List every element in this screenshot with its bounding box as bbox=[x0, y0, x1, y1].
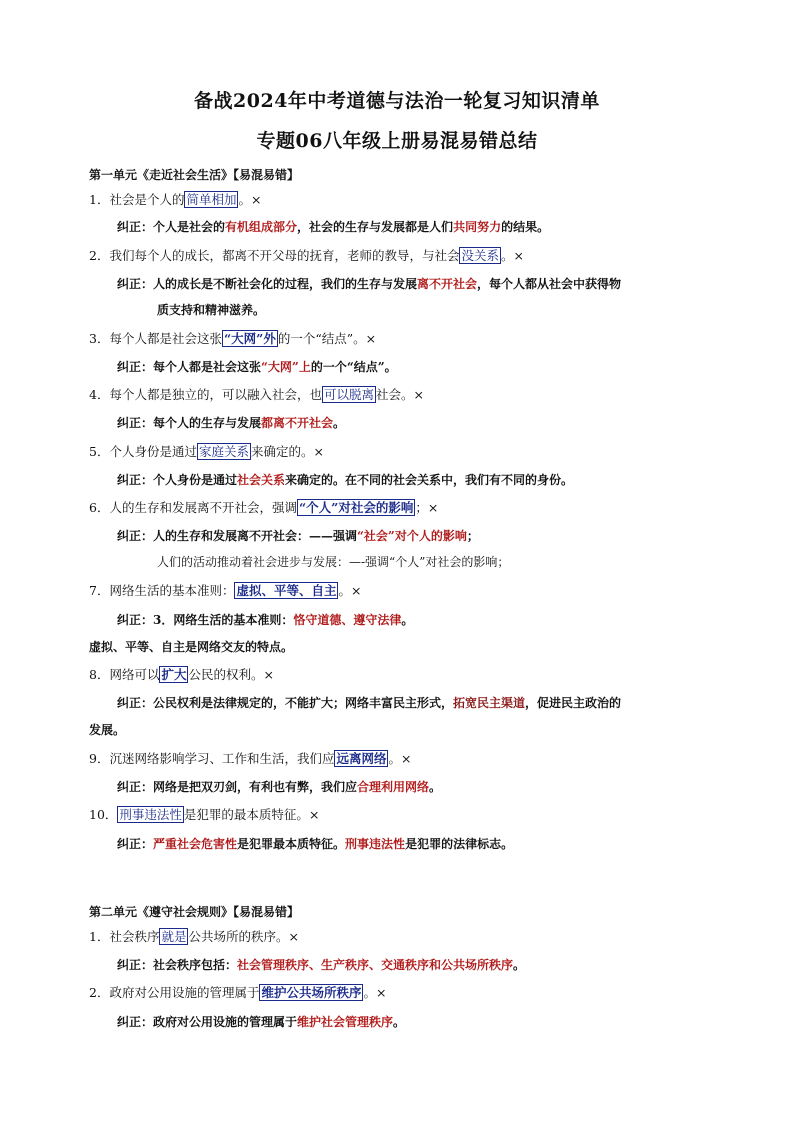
error-highlight: 就是 bbox=[161, 929, 187, 944]
error-highlight: 可以脱离 bbox=[323, 387, 374, 402]
document-title: 备战2024年中考道德与法治一轮复习知识清单 bbox=[194, 90, 600, 112]
error-highlight: 虚拟、平等、自主 bbox=[236, 583, 337, 598]
wrong-mark: × bbox=[513, 248, 524, 263]
error-item-u2-1: 1．社会秩序 就是 公共场所的秩序。× bbox=[89, 929, 299, 944]
wrong-mark: × bbox=[263, 667, 274, 682]
correction-8: 纠正：公民权利是法律规定的，不能扩大；网络丰富民主形式，拓宽民主渠道，促进民主政治的 bbox=[117, 696, 622, 710]
correction-u2-1: 纠正：社会秩序包括：社会管理秩序、生产秩序、交通秩序和公共场所秩序。 bbox=[117, 958, 526, 972]
wrong-mark: × bbox=[365, 331, 377, 346]
error-item-10: 10． 刑事违法性 是犯罪的最本质特征。× bbox=[89, 807, 320, 822]
error-item-7: 7．网络生活的基本准则： 虚拟、平等、自主 。× bbox=[89, 583, 362, 598]
wrong-mark: × bbox=[313, 444, 324, 459]
error-highlight: “大网”外 bbox=[223, 331, 276, 346]
wrong-mark: × bbox=[401, 751, 412, 766]
correction-6: 纠正：人的生存和发展离不开社会：——强调“社会”对个人的影响； bbox=[117, 529, 479, 543]
error-item-1: 1．社会是个人的 简单相加 。× bbox=[89, 192, 262, 207]
correction-2: 纠正：人的成长是不断社会化的过程，我们的生存与发展离不开社会，每个人都从社会中获得物 bbox=[117, 277, 622, 291]
correction-6-cont: 人们的活动推动着社会进步与发展：—-强调“个人”对社会的影响； bbox=[157, 555, 510, 569]
correction-u2-2: 纠正：政府对公用设施的管理属于维护社会管理秩序。 bbox=[117, 1015, 406, 1029]
error-item-6: 6．人的生存和发展离不开社会，强调 “个人”对社会的影响 ；× bbox=[89, 500, 439, 515]
wrong-mark: × bbox=[288, 929, 299, 944]
correction-1: 纠正：个人是社会的有机组成部分，社会的生存与发展都是人们共同努力的结果。 bbox=[117, 220, 550, 234]
correction-4: 纠正：每个人的生存与发展都离不开社会。 bbox=[117, 416, 346, 430]
error-item-5: 5．个人身份是通过 家庭关系 来确定的。× bbox=[89, 444, 324, 459]
error-highlight: 扩大 bbox=[161, 667, 187, 682]
error-item-8: 8．网络可以 扩大 公民的权利。× bbox=[89, 667, 274, 682]
correction-3: 纠正：每个人都是社会这张“大网”上的一个“结点”。 bbox=[117, 360, 397, 374]
error-item-u2-2: 2．政府对公用设施的管理属于 维护公共场所秩序 。× bbox=[89, 985, 387, 1000]
error-highlight: 家庭关系 bbox=[198, 444, 249, 459]
correction-5: 纠正：个人身份是通过社会关系来确定的。在不同的社会关系中，我们有不同的身份。 bbox=[117, 473, 574, 487]
correction-7-cont: 虚拟、平等、自主是网络交友的特点。 bbox=[89, 640, 294, 654]
wrong-mark: × bbox=[251, 192, 262, 207]
unit2-heading: 第二单元《遵守社会规则》【易混易错】 bbox=[89, 905, 300, 919]
wrong-mark: × bbox=[376, 985, 387, 1000]
wrong-mark: × bbox=[427, 500, 439, 515]
document-subtitle: 专题06八年级上册易混易错总结 bbox=[256, 130, 538, 152]
error-item-2: 2．我们每个人的成长，都离不开父母的抚育，老师的教导，与社会 没关系 。× bbox=[89, 248, 524, 263]
wrong-mark: × bbox=[308, 807, 320, 822]
error-highlight: 刑事违法性 bbox=[119, 807, 182, 822]
error-item-4: 4．每个人都是独立的，可以融入社会，也 可以脱离 社会。× bbox=[89, 387, 424, 402]
error-highlight: “个人”对社会的影响 bbox=[298, 500, 414, 515]
error-highlight: 远离网络 bbox=[336, 751, 387, 766]
wrong-mark: × bbox=[351, 583, 362, 598]
correction-10: 纠正：严重社会危害性是犯罪最本质特征。刑事违法性是犯罪的法律标志。 bbox=[117, 837, 514, 851]
error-item-3: 3．每个人都是社会这张 “大网”外 的一个“结点”。× bbox=[89, 331, 377, 346]
correction-7: 纠正：3．网络生活的基本准则：恪守道德、遵守法律。 bbox=[117, 613, 414, 627]
wrong-mark: × bbox=[413, 387, 424, 402]
error-highlight: 维护公共场所秩序 bbox=[261, 985, 362, 1000]
correction-8-cont: 发展。 bbox=[89, 723, 126, 737]
unit1-heading: 第一单元《走近社会生活》【易混易错】 bbox=[89, 168, 300, 182]
error-highlight: 没关系 bbox=[461, 248, 499, 263]
error-item-9: 9．沉迷网络影响学习、工作和生活，我们应 远离网络 。× bbox=[89, 751, 412, 766]
error-highlight: 简单相加 bbox=[186, 192, 237, 207]
correction-2-cont: 质支持和精神滋养。 bbox=[157, 303, 266, 317]
correction-9: 纠正：网络是把双刃剑，有利也有弊，我们应合理利用网络。 bbox=[117, 780, 442, 794]
